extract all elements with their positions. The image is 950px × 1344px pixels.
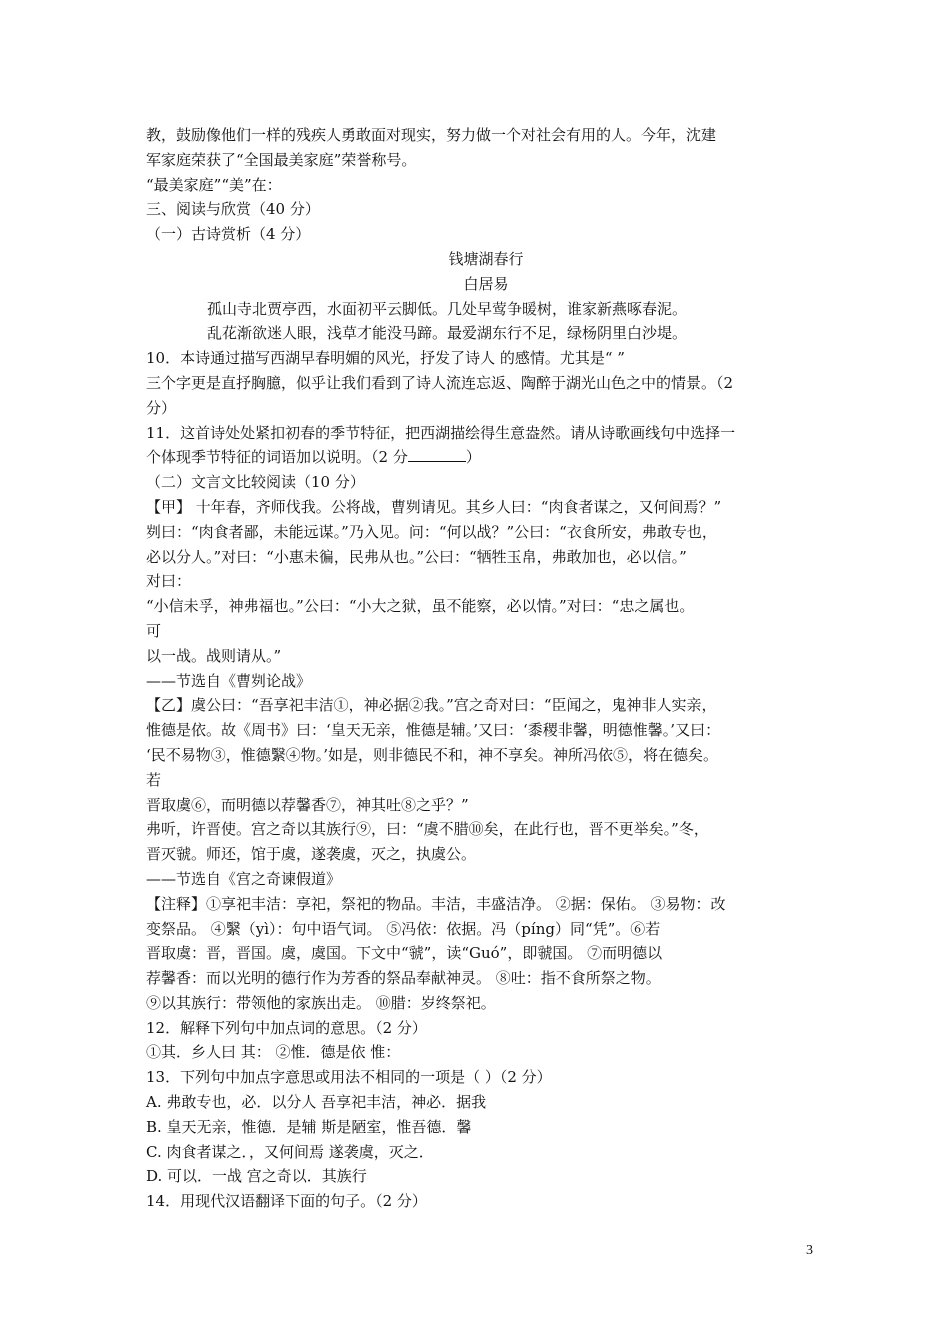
text-line: 分） <box>146 398 177 417</box>
page-content <box>146 123 826 1214</box>
poem-line: 乱花渐欲迷人眼，浅草才能没马蹄。最爱湖东行不足，绿杨阴里白沙堤。 <box>207 324 688 343</box>
question-14: 14．用现代汉语翻译下面的句子。（2 分） <box>146 1192 427 1211</box>
text-line: “最美家庭”“美”在： <box>146 175 282 194</box>
text-line: 军家庭荣获了“全国最美家庭”荣誉称号。 <box>146 150 417 169</box>
option-d: D. 可以．一战 宫之奇以．其族行 <box>146 1167 367 1186</box>
option-a: A. 弗敢专也，必．以分人 吾享祀丰洁，神必．据我 <box>146 1093 487 1112</box>
text-line <box>146 445 826 470</box>
passage-jia-line: 【甲】 十年春，齐师伐我。公将战，曹刿请见。其乡人曰：“肉食者谋之，又何间焉？” <box>146 497 722 516</box>
passage-yi-line: 弗听，许晋使。宫之奇以其族行⑨，曰：“虞不腊⑩矣，在此行也，晋不更举矣。”冬， <box>146 820 709 839</box>
passage-jia-line: 必以分人。”对曰：“小惠未徧，民弗从也。”公曰：“牺牲玉帛，弗敢加也，必以信。” <box>146 547 687 566</box>
passage-yi-line: ‘民不易物③，惟德繄④物。’如是，则非德民不和，神不享矣。神所冯依⑤，将在德矣。 <box>146 745 719 764</box>
question-13: 13．下列句中加点字意思或用法不相同的一项是（ ）（2 分） <box>146 1068 552 1087</box>
passage-jia-line: 刿曰：“肉食者鄙，未能远谋。”乃入见。问：“何以战？”公曰：“衣食所安，弗敢专也， <box>146 522 717 541</box>
poem-author: 白居易 <box>463 274 509 293</box>
passage-source: ——节选自《曹刿论战》 <box>146 671 312 690</box>
passage-yi-line: 若 <box>146 770 162 789</box>
poem-line: 孤山寺北贾亭西，水面初平云脚低。几处早莺争暖树，谁家新燕啄春泥。 <box>207 299 688 318</box>
passage-jia-line: 可 <box>146 621 162 640</box>
annotation-line: 晋取虞：晋，晋国。虞，虞国。下文中“虢”，读“Guó”，即虢国。 ⑦而明德以 <box>146 944 663 963</box>
passage-jia-line: 以一战。战则请从。” <box>146 646 282 665</box>
question-12: 12．解释下列句中加点词的意思。（2 分） <box>146 1018 427 1037</box>
subsection-heading: （一）古诗赏析（4 分） <box>146 225 311 244</box>
question-12-items: ①其．乡人曰 其： ②惟．德是依 惟： <box>146 1043 401 1062</box>
passage-yi-line: 晋取虞⑥，而明德以荐馨香⑦，神其吐⑧之乎？” <box>146 795 469 814</box>
passage-yi-line: 晋灭虢。师还，馆于虞，遂袭虞，灭之，执虞公。 <box>146 845 477 864</box>
annotation-line: 【注释】①享祀丰洁：享祀，祭祀的物品。丰洁，丰盛洁净。 ②据：保佑。 ③易物：改 <box>146 894 726 913</box>
annotation-line: 荐馨香：而以光明的德行作为芳香的祭品奉献神灵。 ⑧吐：指不食所祭之物。 <box>146 969 661 988</box>
passage-yi-line: 惟德是依。故《周书》曰：‘皇天无亲，惟德是辅。’又曰：‘黍稷非馨，明德惟馨。’又曰： <box>146 721 721 740</box>
passage-jia-line: 对曰： <box>146 572 192 591</box>
option-b: B. 皇天无亲，惟德．是辅 斯是陋室，惟吾德．馨 <box>146 1117 472 1136</box>
passage-source: ——节选自《宫之奇谏假道》 <box>146 869 342 888</box>
annotation-line: 变祭品。 ④繄（yì）：句中语气词。 ⑤冯依：依据。冯（píng）同“凭”。⑥若 <box>146 919 661 938</box>
text-line: 教，鼓励像他们一样的残疾人勇敢面对现实，努力做一个对社会有用的人。今年，沈建 <box>146 126 717 144</box>
option-c: C. 肉食者谋之．，又何间焉 遂袭虞，灭之． <box>146 1142 434 1161</box>
subsection-heading: （二）文言文比较阅读（10 分） <box>146 473 365 492</box>
text-line: 三个字更是直抒胸臆，似乎让我们看到了诗人流连忘返、陶醉于湖光山色之中的情景。（2 <box>146 373 734 392</box>
question-10: 10．本诗通过描写西湖早春明媚的风光，抒发了诗人 的感情。尤其是“ ” <box>146 349 625 368</box>
passage-yi-line: 【乙】虞公曰：“吾享祀丰洁①，神必据②我。”宫之奇对曰：“臣闻之，鬼神非人实亲， <box>146 696 717 715</box>
passage-jia-line: “小信未孚，神弗福也。”公曰：“小大之狱，虽不能察，必以情。”对曰：“忠之属也。 <box>146 597 695 616</box>
text-span: ） <box>465 448 481 467</box>
section-heading: 三、阅读与欣赏（40 分） <box>146 200 320 219</box>
poem-title: 钱塘湖春行 <box>448 249 524 268</box>
annotation-line: ⑨以其族行：带领他的家族出走。 ⑩腊：岁终祭祀。 <box>146 993 496 1012</box>
text-span: 个体现季节特征的词语加以说明。（2 分 <box>146 448 408 467</box>
question-11: 11．这首诗处处紧扣初春的季节特征，把西湖描绘得生意盎然。请从诗歌画线句中选择一 <box>146 423 736 442</box>
page-number: 3 <box>806 1243 813 1258</box>
answer-blank[interactable] <box>408 447 466 462</box>
